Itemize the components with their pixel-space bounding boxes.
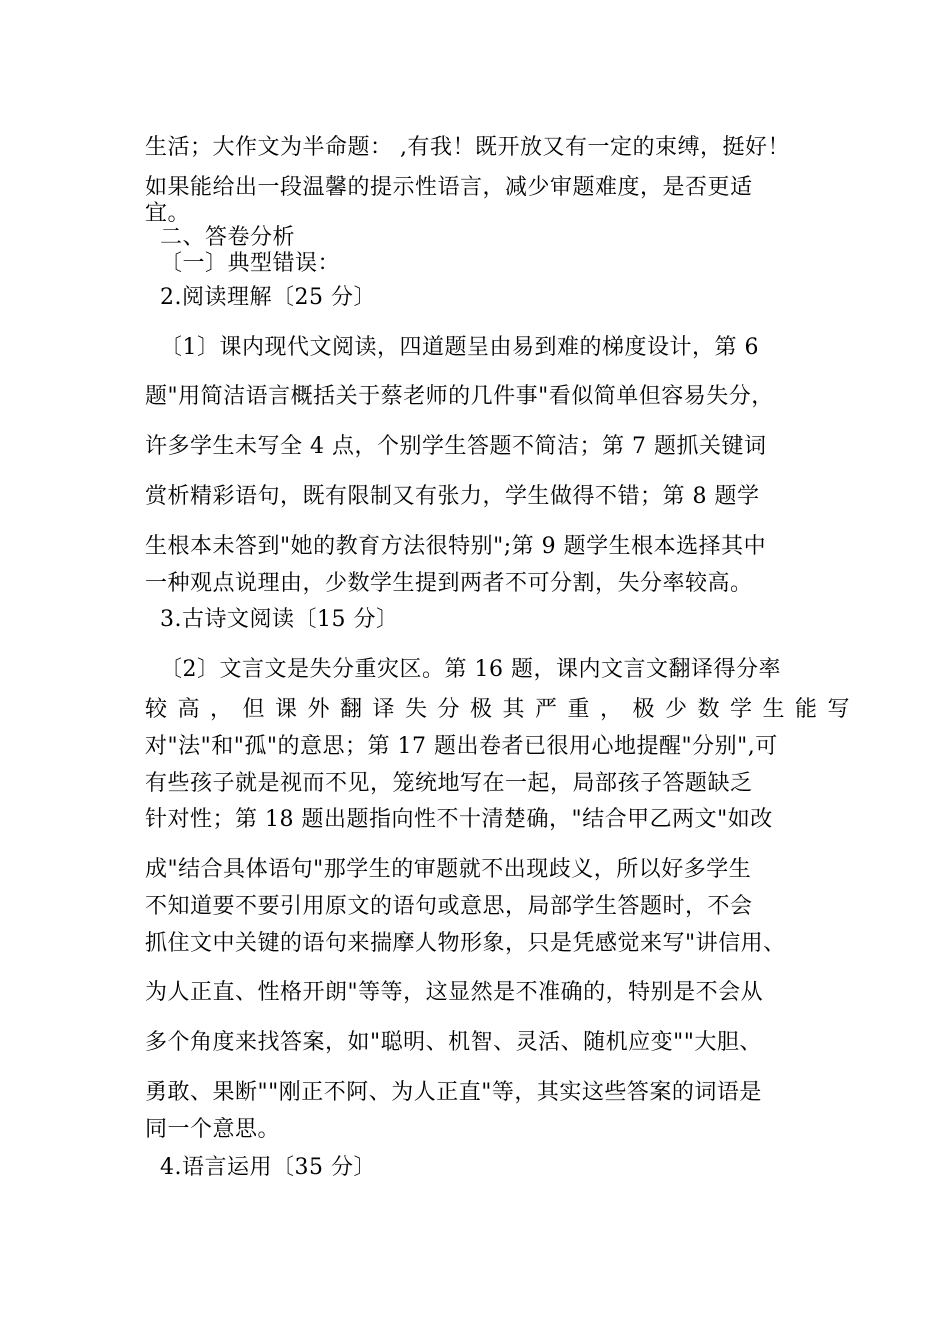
- text-line-10: 赏析精彩语句，既有限制又有张力，学生做得不错；第 8 题学: [145, 484, 760, 509]
- text-line-18: 针对性；第 18 题出题指向性不十清楚确，"结合甲乙两文"如改: [145, 807, 773, 832]
- text-line-11: 生根本未答到"她的教育方法很特别";第 9 题学生根本选择其中: [145, 534, 767, 559]
- heading-language-use: 4.语言运用〔35 分〕: [160, 1155, 376, 1180]
- text-line-24: 勇敢、果断""刚正不阿、为人正直"等，其实这些答案的词语是: [145, 1080, 762, 1105]
- text-line-17: 有些孩子就是视而不见，笼统地写在一起，局部孩子答题缺乏: [145, 771, 753, 796]
- text-line-22: 为人正直、性格开朗"等等，这显然是不准确的，特别是不会从: [145, 980, 764, 1005]
- text-line-19: 成"结合具体语句"那学生的审题就不出现歧义，所以好多学生: [145, 857, 752, 882]
- subsection-heading-typical-errors: 〔一〕典型错误：: [160, 251, 341, 276]
- text-line-1: 生活；大作文为半命题： ,有我！既开放又有一定的束缚，挺好！: [145, 135, 790, 160]
- text-line-15: 较高，但课外翻译失分极其严重，极少数学生能写: [145, 697, 861, 722]
- text-line-7: 〔1〕课内现代文阅读，四道题呈由易到难的梯度设计，第 6: [160, 335, 759, 360]
- text-line-8: 题"用简洁语言概括关于蔡老师的几件事"看似简单但容易失分，: [145, 384, 774, 409]
- text-line-25: 同一个意思。: [145, 1117, 281, 1142]
- text-line-14: 〔2〕文言文是失分重灾区。第 16 题，课内文言文翻译得分率: [160, 657, 781, 682]
- text-line-16: 对"法"和"孤"的意思；第 17 题出卷者已很用心地提醒"分别",可: [145, 734, 778, 759]
- text-line-23: 多个角度来找答案，如"聪明、机智、灵活、随机应变""大胆、: [145, 1030, 762, 1055]
- text-line-9: 许多学生未写全 4 点，个别学生答题不简洁；第 7 题抓关键词: [145, 434, 767, 459]
- text-line-2: 如果能给出一段温馨的提示性语言，减少审题难度，是否更适: [145, 175, 753, 200]
- heading-classical-reading: 3.古诗文阅读〔15 分〕: [160, 607, 399, 632]
- text-line-21: 抓住文中关键的语句来揣摩人物形象，只是凭感觉来写"讲信用、: [145, 931, 786, 956]
- heading-reading-comprehension: 2.阅读理解〔25 分〕: [160, 285, 376, 310]
- section-heading-answer-analysis: 二、答卷分析: [160, 225, 296, 250]
- text-line-3: 宜。: [145, 201, 191, 226]
- text-line-12: 一种观点说理由，少数学生提到两者不可分割，失分率较高。: [145, 571, 753, 596]
- text-line-20: 不知道要不要引用原文的语句或意思，局部学生答题时，不会: [145, 894, 753, 919]
